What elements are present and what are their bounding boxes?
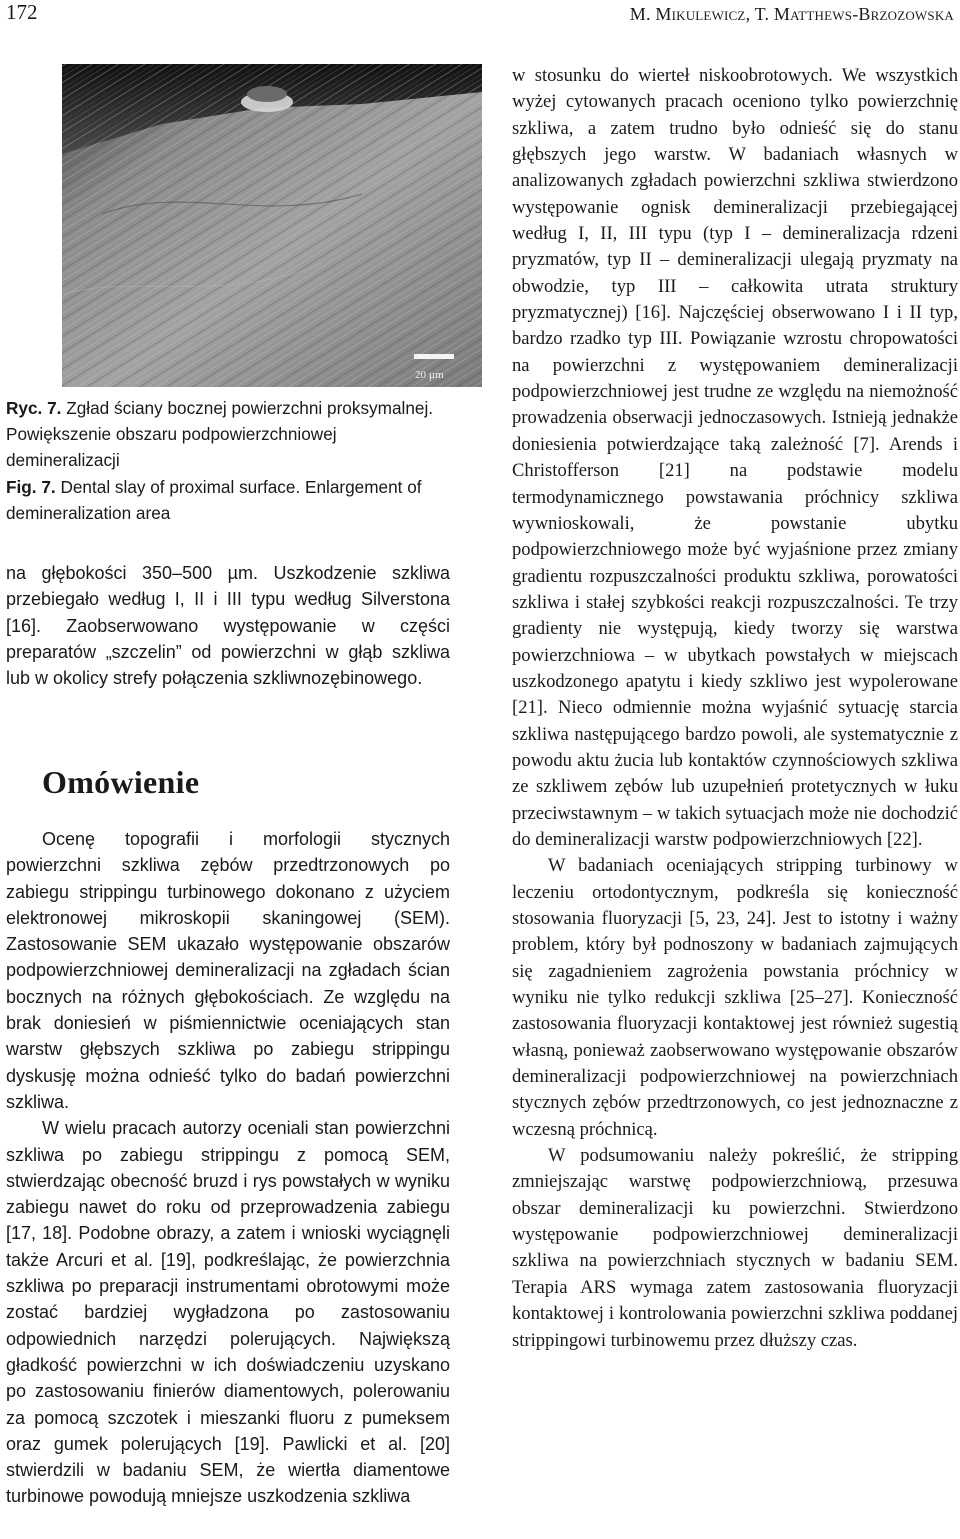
caption-text: Dental slay of proximal surface. Enlargement of demineralization area	[6, 476, 422, 523]
scale-bar-label: 20 µm	[415, 369, 444, 381]
caption-text: Zgład ściany bocznej powierzchni proksymalnej. Powiększenie obszaru podpowierzchniowej demineralizacji	[6, 398, 434, 471]
caption-polish	[6, 395, 436, 474]
paragraph: W wielu pracach autorzy oceniali stan powierzchni szkliwa po zabiegu strippingu z pomocą SEM, stwierdzając obecność bruzd i rys powstałych w wyniku zabiegu nawet do roku od przeprowadzenia zabiegu [17, 18]. Podobne obrazy, a zatem i wnioski wyciągnęli także Arcuri et al. [19], podkreślając, że powierzchnia szkliwa po preparacji instrumentami obrotowymi może zostać bardziej wygładzona po zastosowaniu odpowiednich narzędzi polerujących. Największą gładkość powierzchni w ich doświadczeniu uzyskano po zastosowaniu finierów diamentowych, polerowaniu za pomocą szczotek i mieszanki fluoru z pumeksem oraz gumek polerujących [19]. Pawlicki et al. [20] stwierdzili w badaniu SEM, że wiertła diamentowe turbinowe powodują mniejsze uszkodzenia szkliwa	[6, 1118, 450, 1507]
figure-caption	[6, 395, 436, 526]
paragraph: na głębokości 350–500 µm. Uszkodzenie szkliwa przebiegało według I, II i III typu według Silverstona [16]. Zaobserwowano występowanie w części preparatów „szczelin” od powierzchni w głąb szkliwa lub w okolicy strefy połączenia szkliwnozębinowego.	[6, 563, 450, 689]
sem-micrograph-image	[62, 64, 482, 387]
paragraph: W podsumowaniu należy pokreślić, że stripping zmniejszając warstwę podpowierzchniową, przesuwa obszar demineralizacji ku powierzchni. Stwierdzono występowanie podpowierzchniowej demineralizacji szkliwa na powierzchniach stycznych w badaniu SEM. Terapia ARS wymaga zatem zastosowania fluoryzacji kontaktowej i kontrolowania powierzchni szkliwa poddanej strippingowi turbinowemu przez dłuższy czas.	[512, 1145, 958, 1351]
paragraph: Ocenę topografii i morfologii stycznych powierzchni szkliwa zębów przedtrzonowych po zabiegu strippingu turbinowego dokonano z użyciem elektronowej mikroskopii skaningowej (SEM). Zastosowanie SEM ukazało występowanie obszarów podpowierzchniowej demineralizacji na zgładach ścian bocznych na różnych głębokościach. Ze względu na brak doniesień w piśmiennictwie oceniających stan warstw głębszych szkliwa po zabiegu strippingu dyskusję można odnieść tylko do badań powierzchni szkliwa.	[6, 829, 450, 1112]
left-column-upper	[6, 560, 450, 691]
author-part: IKULEWICZ	[671, 8, 746, 23]
author-part: ATTHEWS	[790, 8, 853, 23]
page-number: 172	[6, 0, 38, 24]
caption-english	[6, 474, 436, 526]
section-heading: Omówienie	[42, 764, 200, 800]
author-part: , T. M	[745, 4, 791, 24]
sem-micrograph-figure	[62, 64, 482, 387]
right-column	[512, 63, 958, 1354]
caption-label: Fig. 7.	[6, 476, 56, 497]
author-part: RZOZOWSKA	[870, 8, 954, 23]
left-column-lower	[6, 826, 450, 1510]
paragraph: W badaniach oceniających stripping turbinowy w leczeniu ortodontycznym, podkreśla się konieczność stosowania fluoryzacji [5, 23, 24]. Jest to istotny i ważny problem, który był podnoszony w badaniach zajmujących się zagadnieniem zagrożenia powstania próchnicy w wyniku nie tylko redukcji szkliwa [25–27]. Konieczność zastosowania fluoryzacji kontaktowej jest również sugestią własną, ponieważ zaobserwowano występowanie obszarów demineralizacji podpowierzchniowej na powierzchniach stycznych zębów przedtrzonowych, co jest jednoznaczne z wczesną próchnicą.	[512, 855, 958, 1140]
paragraph: w stosunku do wierteł niskoobrotowych. We wszystkich wyżej cytowanych pracach oceniono tylko powierzchnię szkliwa, a zatem trudno było odnieść się do stanu głębszych jego warstw. W badaniach własnych w analizowanych zgładach powierzchni szkliwa stwierdzono występowanie ognisk demineralizacji przebiegającej według I, II, III typu (typ I – demineralizacja rdzeni pryzmatów, typ II – demineralizacji ulegają pryzmaty na obwodzie, typ III – całkowita utrata struktury pryzmatycznej) [16]. Najczęściej obserwowano I i II typ, bardzo rzadko typ III. Powiązanie wzrostu chropowatości na powierzchni z występowaniem demineralizacji podpowierzchniowej jest trudne ze względu na niemożność prowadzenia obserwacji jednoczasowych. Istnieją jednakże doniesienia potwierdzające taką zależność [7]. Arends i Christofferson [21] na podstawie modelu termodynamicznego powstawania próchnicy szkliwa wywnioskowali, że powstanie ubytku podpowierzchniowego może być wyjaśnione przez zmiany gradientu rozpuszczalności produktu szkliwa, porowatości szkliwa i stałej szybkości reakcji rozpuszczalności. Te trzy gradienty nie występują, kiedy tworzy się warstwa powierzchniowa – w ubytkach powstałych w miejscach uszkodzonego apatytu i kiedy szkliwo jest wypolerowane [21]. Nieco odmiennie można wyjaśnić sytuację starcia szkliwa następującego bardzo powoli, ale systematycznie z powodu aktu żucia lub kontaktów czynnościowych szkliwa ze szkliwem zębów lub uzupełnień protetycznych w łuku przeciwstawnym – w takich sytuacjach może nie dochodzić do demineralizacji warstw podpowierzchniowych [22].	[512, 65, 958, 850]
caption-label: Ryc. 7.	[6, 398, 62, 418]
author-part: M. M	[629, 4, 672, 24]
author-part: -B	[852, 4, 871, 24]
running-header-authors	[630, 4, 954, 25]
